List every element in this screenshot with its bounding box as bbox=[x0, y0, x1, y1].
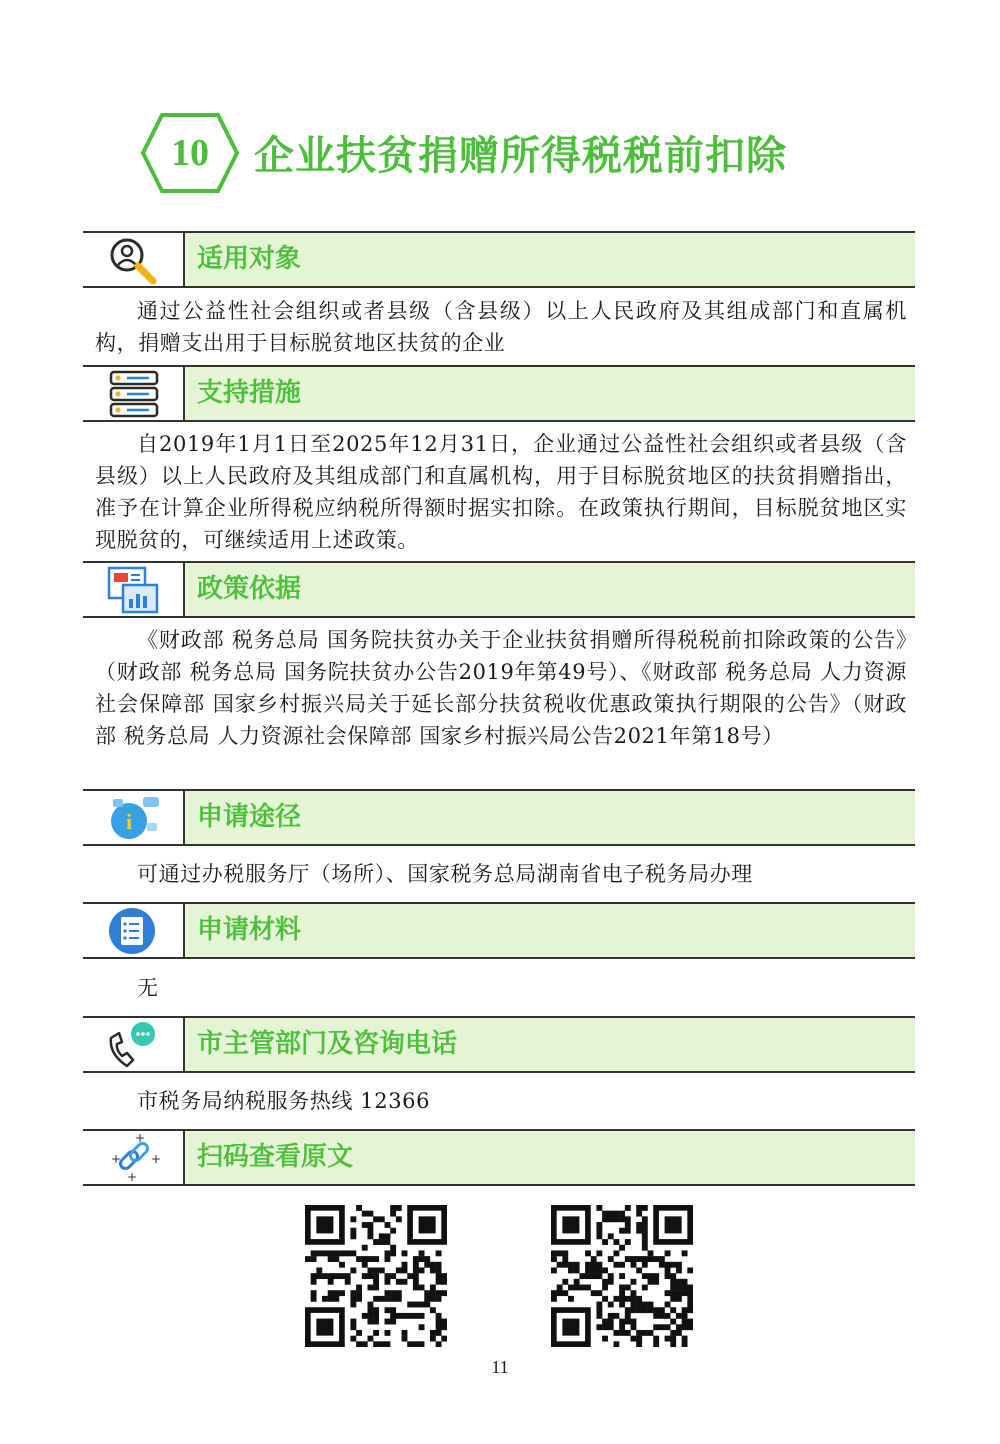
svg-text:+: + bbox=[127, 1170, 138, 1183]
info-chat-icon bbox=[105, 793, 163, 843]
svg-text:i: i bbox=[125, 809, 133, 834]
magnifier-user-icon bbox=[105, 235, 163, 285]
section-label: 支持措施 bbox=[197, 378, 302, 408]
section-header-scan bbox=[83, 1129, 915, 1186]
section-label: 市主管部门及咨询电话 bbox=[197, 1029, 458, 1059]
section-header-contact bbox=[83, 1016, 915, 1073]
qr-code-left[interactable] bbox=[305, 1205, 447, 1347]
section-content: 无 bbox=[137, 976, 159, 1000]
section-label: 扫码查看原文 bbox=[197, 1142, 354, 1172]
page-number: 11 bbox=[491, 1357, 509, 1377]
list-circle-icon bbox=[105, 906, 163, 956]
section-label: 申请材料 bbox=[197, 915, 302, 945]
section-header-basis bbox=[83, 561, 915, 618]
section-content: 《财政部 税务总局 国务院扶贫办关于企业扶贫捐赠所得税税前扣除政策的公告》（财政部 税务总局 国务院扶贫办公告2019年第49号）、《财政部 税务总局 人力资源社会保障部 国家乡村振兴局关于延长部分扶贫税收优惠政策执行期限的公告》（财政部 税务总局 人力资源社会保障部 国家乡村振兴局公告2021年第18号） bbox=[95, 628, 907, 748]
svg-text:+: + bbox=[151, 1152, 162, 1166]
section-label: 适用对象 bbox=[197, 244, 302, 274]
section-label: 申请途径 bbox=[197, 802, 302, 832]
section-number: 10 bbox=[171, 132, 209, 174]
section-header-materials bbox=[83, 902, 915, 959]
section-content: 自2019年1月1日至2025年12月31日，企业通过公益性社会组织或者县级（含县级）以上人民政府及其组成部门和直属机构，用于目标脱贫地区的扶贫捐赠指出，准予在计算企业所得税应纳税所得额时据实扣除。在政策执行期间，目标脱贫地区实现脱贫的，可继续适用上述政策。 bbox=[95, 432, 907, 552]
section-content: 可通过办税服务厅（场所）、国家税务总局湖南省电子税务局办理 bbox=[137, 862, 753, 886]
server-list-icon bbox=[105, 369, 163, 419]
link-icon bbox=[105, 1133, 163, 1183]
section-header-channel bbox=[83, 789, 915, 846]
section-label: 政策依据 bbox=[197, 574, 302, 604]
section-content: 市税务局纳税服务热线 12366 bbox=[137, 1089, 431, 1113]
page-title bbox=[140, 112, 900, 194]
qr-code-right[interactable] bbox=[551, 1205, 693, 1347]
title-text: 企业扶贫捐赠所得税税前扣除 bbox=[254, 133, 787, 179]
svg-text:+: + bbox=[111, 1152, 122, 1166]
document-chart-icon bbox=[105, 565, 163, 615]
section-content: 通过公益性社会组织或者县级（含县级）以上人民政府及其组成部门和直属机构，捐赠支出用于目标脱贫地区扶贫的企业 bbox=[95, 299, 907, 355]
section-header-measures bbox=[83, 365, 915, 422]
svg-text:+: + bbox=[135, 1133, 146, 1145]
phone-chat-icon bbox=[105, 1020, 163, 1070]
section-header-applicable bbox=[83, 231, 915, 288]
